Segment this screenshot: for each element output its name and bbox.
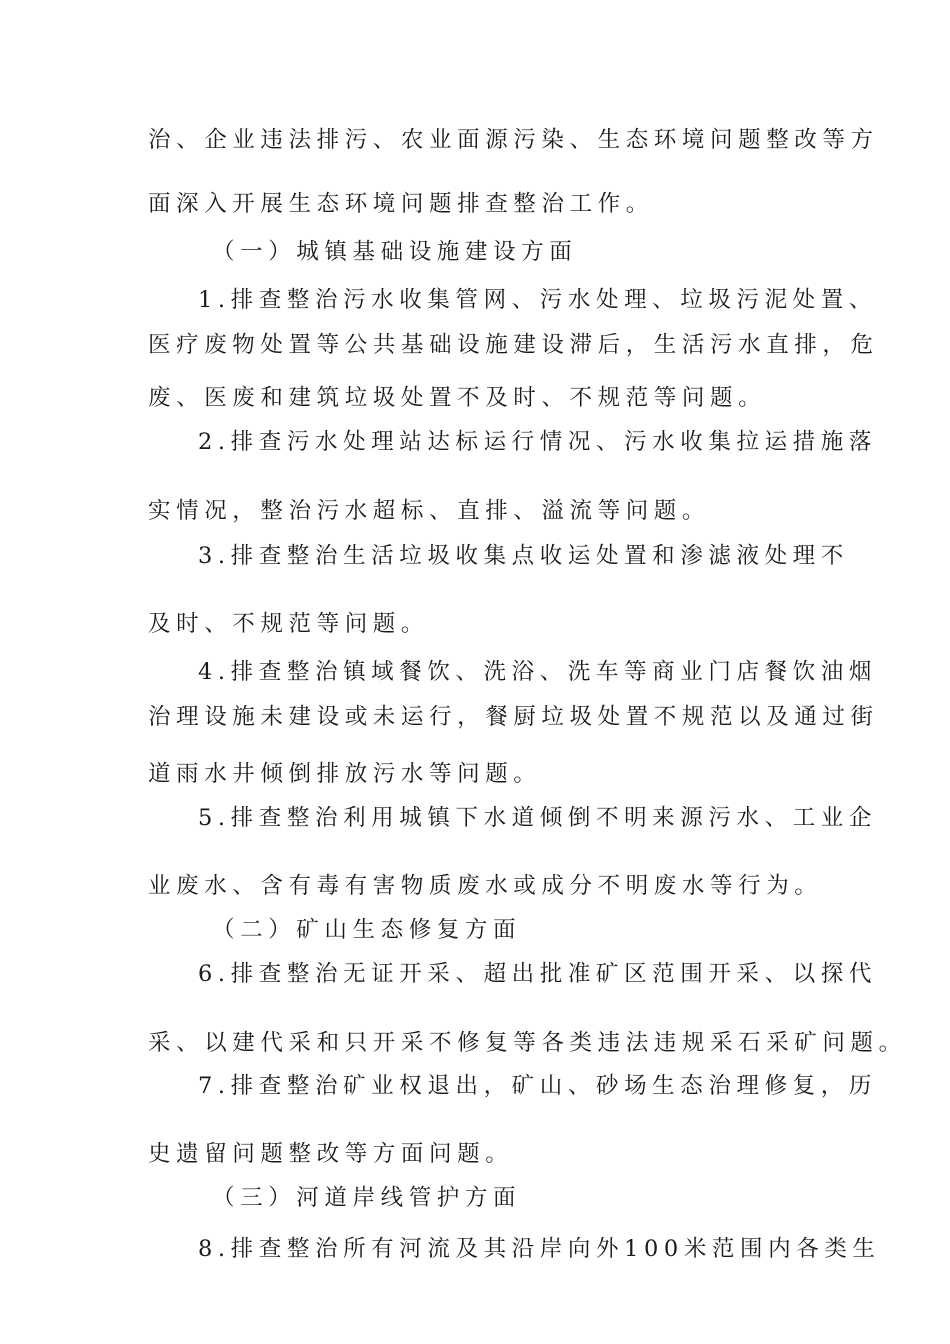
paragraph-line: 6.排查整治无证开采、超出批准矿区范围开采、以探代: [198, 961, 877, 987]
paragraph-line: 业废水、含有毒有害物质废水或成分不明废水等行为。: [148, 873, 823, 899]
paragraph-line: 道雨水井倾倒排放污水等问题。: [148, 761, 542, 787]
paragraph-line: 采、以建代采和只开采不修复等各类违法违规采石采矿问题。: [148, 1030, 907, 1056]
section-heading: （二）矿山生态修复方面: [212, 917, 522, 943]
section-heading: （三）河道岸线管护方面: [212, 1185, 522, 1211]
paragraph-line: 4.排查整治镇域餐饮、洗浴、洗车等商业门店餐饮油烟: [198, 659, 877, 685]
paragraph-line: 及时、不规范等问题。: [148, 611, 430, 637]
paragraph-line: 8.排查整治所有河流及其沿岸向外100米范围内各类生: [198, 1236, 881, 1262]
paragraph-line: 5.排查整治利用城镇下水道倾倒不明来源污水、工业企: [198, 805, 877, 831]
paragraph-line: 3.排查整治生活垃圾收集点收运处置和渗滤液处理不: [198, 543, 849, 569]
paragraph-line: 面深入开展生态环境问题排查整治工作。: [148, 191, 654, 217]
paragraph-line: 史遗留问题整改等方面问题。: [148, 1141, 514, 1167]
paragraph-line: 医疗废物处置等公共基础设施建设滞后，生活污水直排，危: [148, 332, 879, 358]
section-heading: （一）城镇基础设施建设方面: [212, 239, 578, 265]
paragraph-line: 实情况，整治污水超标、直排、溢流等问题。: [148, 498, 711, 524]
paragraph-line: 1.排查整治污水收集管网、污水处理、垃圾污泥处置、: [198, 287, 877, 313]
paragraph-line: 废、医废和建筑垃圾处置不及时、不规范等问题。: [148, 385, 767, 411]
paragraph-line: 7.排查整治矿业权退出，矿山、砂场生态治理修复，历: [198, 1073, 877, 1099]
paragraph-line: 治、企业违法排污、农业面源污染、生态环境问题整改等方: [148, 127, 879, 153]
paragraph-line: 2.排查污水处理站达标运行情况、污水收集拉运措施落: [198, 429, 877, 455]
paragraph-line: 治理设施未建设或未运行，餐厨垃圾处置不规范以及通过街: [148, 704, 879, 730]
